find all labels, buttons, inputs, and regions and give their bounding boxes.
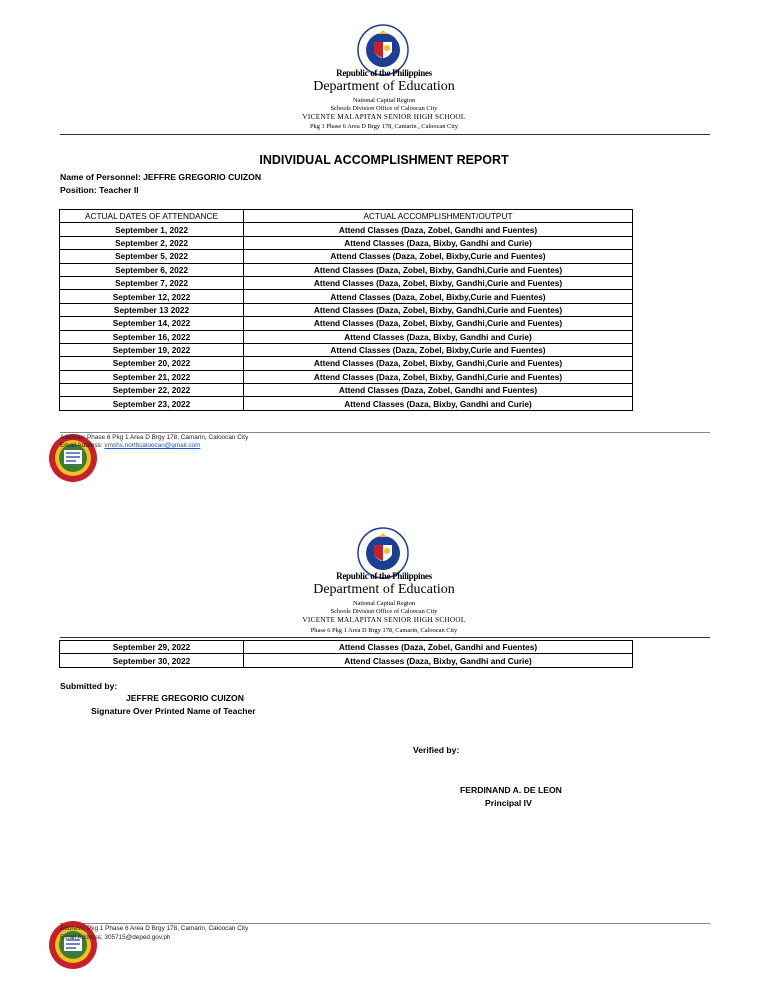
header-divider [60,134,710,135]
attendance-date-cell: September 21, 2022 [60,370,244,383]
table-row [60,330,633,343]
accomplishment-cell: Attend Classes (Daza, Zobel, Bixby, Gandhi,Curie and Fuentes) [244,370,633,383]
table-row [60,397,633,410]
attendance-date-cell: September 12, 2022 [60,290,244,303]
table-row [60,357,633,370]
column-header-dates: ACTUAL DATES OF ATTENDANCE [60,210,244,223]
table-row [60,370,633,383]
attendance-date-cell: September 22, 2022 [60,384,244,397]
teacher-signature-caption: Signature Over Printed Name of Teacher [91,706,256,716]
school-address: Pkg 1 Phase 6 Area D Brgy 178, Camarin , Caloocan City [309,123,459,130]
attendance-date-cell: September 5, 2022 [60,250,244,263]
table-row [60,223,633,236]
table-row [60,384,633,397]
table-row [60,263,633,276]
table-row [60,276,633,289]
footer-email-link[interactable]: vmshs.northcaloocan@gmail.com [104,442,201,449]
footer-divider [60,923,710,924]
table-row [60,641,633,654]
attendance-date-cell: September 1, 2022 [60,223,244,236]
division-line: Schools Division Office of Caloocan City [330,105,438,112]
submitted-by-label: Submitted by: [60,681,118,691]
header-divider [60,637,710,638]
department-title: Department of Education [313,79,455,94]
department-title: Department of Education [313,582,455,597]
school-name: VICENTE MALAPITAN SENIOR HIGH SCHOOL [302,616,466,624]
table-row [60,290,633,303]
school-name: VICENTE MALAPITAN SENIOR HIGH SCHOOL [302,113,466,121]
verified-by-label: Verified by: [413,745,460,755]
principal-name: FERDINAND A. DE LEON [460,785,562,795]
accomplishment-cell: Attend Classes (Daza, Zobel, Bixby,Curie and Fuentes) [244,343,633,356]
footer-email: Email Address: 305715@deped.gov.ph [60,934,171,941]
accomplishment-cell: Attend Classes (Daza, Bixby, Gandhi and Curie) [244,330,633,343]
attendance-date-cell: September 14, 2022 [60,317,244,330]
accomplishment-cell: Attend Classes (Daza, Zobel, Gandhi and Fuentes) [244,641,633,654]
attendance-date-cell: September 23, 2022 [60,397,244,410]
table-row [60,343,633,356]
footer-divider [60,432,710,433]
republic-line: Republic of the Philippines [336,68,432,78]
attendance-date-cell: September 16, 2022 [60,330,244,343]
accomplishment-cell: Attend Classes (Daza, Zobel, Bixby,Curie and Fuentes) [244,290,633,303]
accomplishment-cell: Attend Classes (Daza, Bixby, Gandhi and Curie) [244,236,633,249]
column-header-output: ACTUAL ACCOMPLISHMENT/OUTPUT [244,210,633,223]
attendance-date-cell: September 6, 2022 [60,263,244,276]
footer-email-label: Email Address: [60,442,105,449]
footer-address: Address: Pkg 1 Phase 6 Area D Brgy 178, Camarin, Caloocan City [60,925,249,932]
attendance-date-cell: September 20, 2022 [60,357,244,370]
table-row [60,317,633,330]
attendance-date-cell: September 2, 2022 [60,236,244,249]
report-title: INDIVIDUAL ACCOMPLISHMENT REPORT [259,153,509,167]
accomplishment-cell: Attend Classes (Daza, Zobel, Bixby, Gandhi,Curie and Fuentes) [244,303,633,316]
region-line: National Capital Region [352,97,416,104]
attendance-date-cell: September 29, 2022 [60,641,244,654]
table-header-row [60,210,633,223]
accomplishment-cell: Attend Classes (Daza, Zobel, Gandhi and Fuentes) [244,223,633,236]
region-line: National Capital Region [352,600,416,607]
footer-email-line [60,442,200,450]
accomplishment-cell: Attend Classes (Daza, Bixby, Gandhi and Curie) [244,397,633,410]
attendance-date-cell: September 13 2022 [60,303,244,316]
footer-address: Address: Phase 6 Pkg 1 Area D Brgy 178, Camarin, Caloocan City [60,434,249,441]
table-row [60,250,633,263]
attendance-date-cell: September 30, 2022 [60,654,244,667]
school-address: Phase 6 Pkg 1 Area D Brgy 178, Camarin, Caloocan City [310,627,458,634]
accomplishment-cell: Attend Classes (Daza, Bixby, Gandhi and Curie) [244,654,633,667]
accomplishment-cell: Attend Classes (Daza, Zobel, Bixby, Gandhi,Curie and Fuentes) [244,276,633,289]
accomplishment-cell: Attend Classes (Daza, Zobel, Gandhi and Fuentes) [244,384,633,397]
attendance-date-cell: September 7, 2022 [60,276,244,289]
accomplishment-cell: Attend Classes (Daza, Zobel, Bixby, Gandhi,Curie and Fuentes) [244,357,633,370]
table-row [60,654,633,667]
accomplishment-table [59,209,633,411]
attendance-date-cell: September 19, 2022 [60,343,244,356]
table-row [60,303,633,316]
accomplishment-cell: Attend Classes (Daza, Zobel, Bixby, Gandhi,Curie and Fuentes) [244,263,633,276]
division-line: Schools Division Office of Caloocan City [330,608,438,615]
principal-title: Principal IV [485,798,532,808]
teacher-name: JEFFRE GREGORIO CUIZON [126,693,244,703]
personnel-name: Name of Personnel: JEFFRE GREGORIO CUIZON [60,172,262,182]
accomplishment-cell: Attend Classes (Daza, Zobel, Bixby,Curie and Fuentes) [244,250,633,263]
accomplishment-cell: Attend Classes (Daza, Zobel, Bixby, Gandhi,Curie and Fuentes) [244,317,633,330]
accomplishment-table-continued [59,640,633,668]
personnel-position: Position: Teacher II [60,185,139,195]
table-row [60,236,633,249]
republic-line: Republic of the Philippines [336,571,432,581]
